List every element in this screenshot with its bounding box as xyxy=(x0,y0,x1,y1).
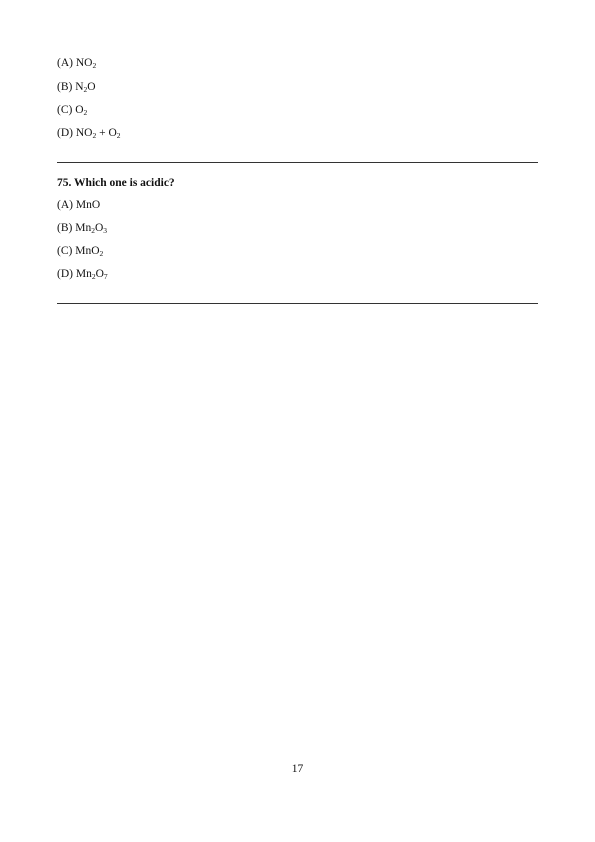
q75-option-b xyxy=(57,221,107,235)
chemical-formula: $NO_2$ xyxy=(75,57,97,70)
chemical-formula: MnO$_2$ xyxy=(75,245,104,258)
formula-subscript: 2 xyxy=(116,131,121,140)
q75-option-c xyxy=(57,244,103,258)
prev-option-d xyxy=(57,126,121,140)
formula-subscript: 2 xyxy=(83,85,88,94)
formula-subscript: 2 xyxy=(92,131,97,140)
formula-subscript: 2 xyxy=(92,61,97,70)
option-label: (B) xyxy=(57,222,76,234)
formula-subscript: 7 xyxy=(103,272,108,281)
chemical-formula: $N_2O$ xyxy=(75,81,96,94)
formula-subscript: 3 xyxy=(103,226,108,235)
option-label: (A) xyxy=(57,57,76,69)
formula-subscript: 2 xyxy=(91,226,95,235)
formula-subscript: 2 xyxy=(99,249,104,258)
option-label: (D) xyxy=(57,268,76,280)
option-label: (C) xyxy=(57,245,76,257)
q75-option-a xyxy=(57,198,100,212)
chemical-formula: $Mn_2O_3$ xyxy=(75,222,108,235)
option-label: (B) xyxy=(57,81,76,93)
chemical-formula: $Mn_2O_7$ xyxy=(75,268,108,281)
prev-option-a xyxy=(57,56,96,70)
question-75-text: 75. Which one is acidic? xyxy=(57,177,175,189)
prev-option-c xyxy=(57,103,87,117)
chemical-formula: $NO_2 + O_2$ xyxy=(75,127,121,140)
chemical-formula: MnO xyxy=(75,199,101,211)
divider-line xyxy=(57,303,538,304)
option-label: (D) xyxy=(57,127,76,139)
formula-subscript: 2 xyxy=(91,272,96,281)
formula-subscript: 2 xyxy=(83,108,88,117)
q75-option-d xyxy=(57,267,108,281)
page-number: 17 xyxy=(291,763,304,775)
option-label: (C) xyxy=(57,104,76,116)
option-label: (A) xyxy=(57,199,76,211)
chemical-formula: $O_2$ xyxy=(75,104,88,117)
prev-option-b xyxy=(57,80,96,94)
divider-line xyxy=(57,162,538,163)
